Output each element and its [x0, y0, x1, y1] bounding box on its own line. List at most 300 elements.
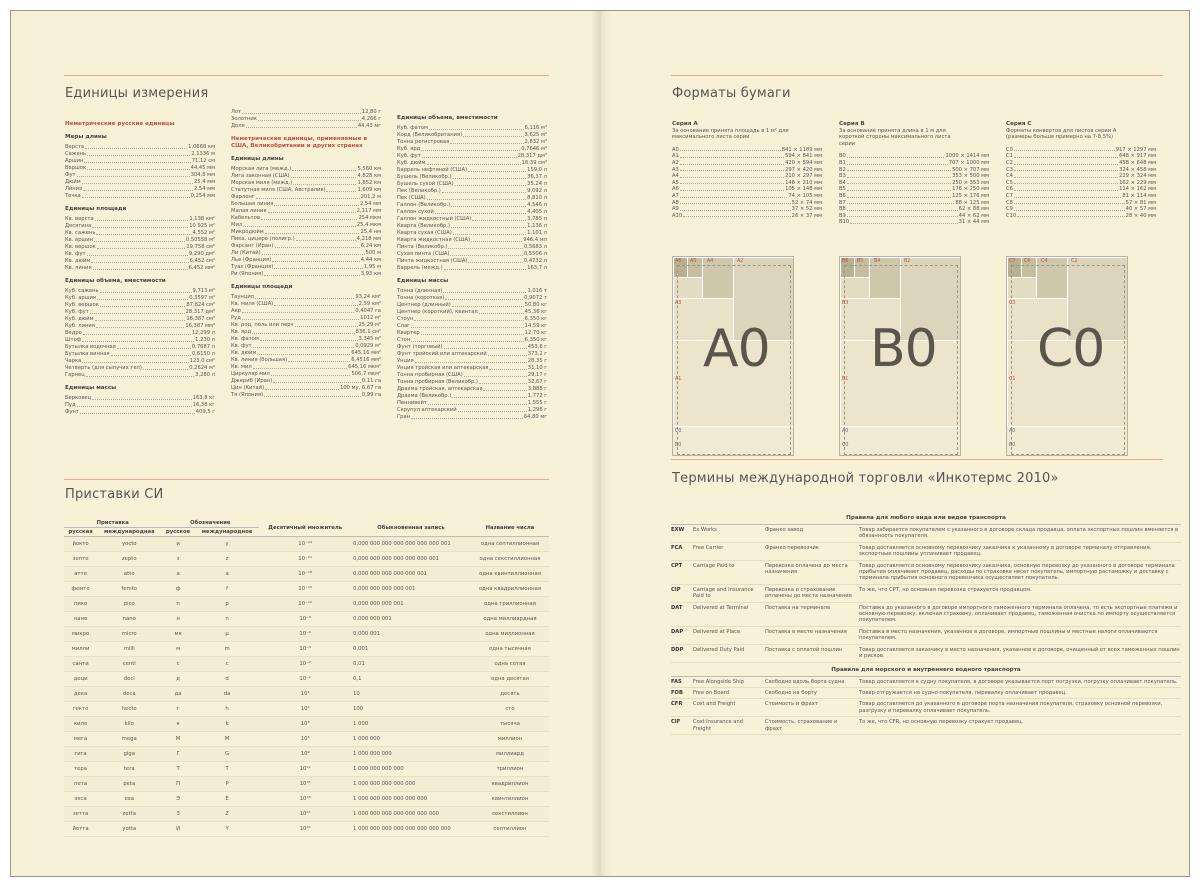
si-cell: 10⁻⁶: [259, 627, 351, 642]
unit-value: 28 × 40 мм: [1125, 212, 1156, 219]
si-cell: г: [161, 702, 194, 717]
unit-row: [65, 295, 215, 302]
si-cell: И: [161, 822, 194, 837]
unit-name: Баррель (межд.): [397, 264, 443, 271]
unit-name: Куб. аршин: [65, 294, 97, 301]
si-sub-international: международная: [97, 528, 161, 537]
leader-dots: [85, 144, 187, 149]
si-cell: миллион: [471, 732, 549, 747]
unit-row: [397, 379, 547, 386]
unit-name: Кварта сухая (США): [397, 229, 452, 236]
unit-row: [1006, 167, 1156, 174]
unit-value: 0,5506 л: [523, 250, 547, 257]
si-cell: одна миллионная: [471, 627, 549, 642]
inco-russian: Свободно на борту: [765, 689, 818, 696]
unit-value: 0,99 га: [361, 391, 381, 398]
unit-value: 25,4 нм: [360, 228, 381, 235]
leader-dots: [468, 258, 522, 263]
inco-english: Delivered at Terminal: [693, 604, 749, 611]
leader-dots: [295, 322, 358, 327]
unit-row: [1006, 160, 1156, 167]
unit-value: 28,317 дм³: [185, 308, 215, 315]
unit-name: Кв. аршин: [65, 236, 94, 243]
si-cell: y: [195, 537, 260, 552]
leader-dots: [442, 188, 526, 193]
si-cell: н: [161, 612, 194, 627]
leader-dots: [448, 244, 522, 249]
leader-dots: [82, 179, 193, 184]
unit-value: 40 × 57 мм: [1125, 206, 1156, 213]
unit-row: [397, 258, 547, 265]
left-page: [11, 11, 599, 876]
leader-dots: [847, 200, 955, 205]
unit-row: [672, 153, 822, 160]
si-cell: 10⁻²⁴: [259, 537, 351, 552]
unit-value: 64,80 мг: [523, 413, 547, 420]
leader-dots: [260, 336, 358, 341]
leader-dots: [1014, 167, 1118, 172]
leader-dots: [264, 392, 361, 397]
unit-row: [231, 201, 381, 208]
si-cell: 0,000 000 000 001: [351, 597, 471, 612]
leader-dots: [450, 251, 522, 256]
unit-value: 250 × 353 мм: [952, 179, 989, 186]
si-cell: одна тысячная: [471, 642, 549, 657]
section-heading: Единицы массы: [65, 384, 117, 391]
leader-dots: [1014, 160, 1118, 165]
format-label: B1: [842, 377, 849, 382]
si-cell: yocto: [97, 537, 161, 552]
unit-name: Джериб (Иран): [231, 377, 273, 384]
unit-value: 114 × 162 мм: [1119, 186, 1156, 193]
si-cell: 0,1: [351, 672, 471, 687]
unit-value: 409,5 г: [195, 408, 215, 415]
unit-row: [65, 158, 215, 165]
unit-value: 4,44 км: [360, 256, 381, 263]
si-cell: тера: [64, 762, 97, 777]
unit-value: 6,452 мм²: [188, 264, 215, 271]
unit-name: C7: [1006, 192, 1013, 199]
format-diagram: [672, 256, 794, 456]
si-cell: септиллион: [471, 822, 549, 837]
inco-row: [671, 603, 1181, 627]
unit-row: [397, 160, 547, 167]
unit-value: 176 × 250 мм: [952, 186, 989, 193]
unit-name: Сухая пинта (США): [397, 250, 450, 257]
format-big-label: A0: [703, 319, 770, 379]
si-cell: п: [161, 597, 194, 612]
unit-value: 1,101 л: [527, 229, 547, 236]
inco-group-heading: Правила для любого вида или видов транспорта: [671, 511, 1181, 525]
si-cell: m: [195, 642, 260, 657]
unit-row: [231, 308, 381, 315]
unit-name: Циркуляр мил: [231, 370, 270, 377]
section-heading: Единицы массы: [397, 277, 449, 284]
leader-dots: [847, 180, 951, 185]
si-row: [64, 552, 549, 567]
format-big-label: B0: [870, 319, 937, 379]
si-row: [64, 657, 549, 672]
si-row: [64, 747, 549, 762]
unit-row: [839, 173, 989, 180]
unit-value: 0,4047 га: [355, 307, 381, 314]
si-cell: 0,000 000 000 000 000 000 001: [351, 552, 471, 567]
unit-name: Фарсанг (Иран): [231, 242, 274, 249]
si-cell: одна миллиардная: [471, 612, 549, 627]
si-cell: 1 000 000 000 000 000 000 000: [351, 807, 471, 822]
leader-dots: [258, 116, 361, 121]
unit-value: 19,758 см²: [186, 243, 215, 250]
unit-row: [65, 258, 215, 265]
leader-dots: [435, 209, 526, 214]
leader-dots: [451, 223, 526, 228]
leader-dots: [421, 146, 520, 151]
leader-dots: [274, 264, 363, 269]
inco-row: [671, 688, 1181, 699]
units-column-3: [397, 109, 547, 421]
si-cell: 10¹⁵: [259, 777, 351, 792]
leader-dots: [77, 172, 190, 177]
unit-row: [397, 202, 547, 209]
si-sub-russian: русская: [64, 528, 97, 537]
unit-value: 4,552 м²: [192, 229, 215, 236]
unit-row: [397, 146, 547, 153]
leader-dots: [80, 409, 195, 414]
unit-name: Штоф: [65, 336, 82, 343]
unit-row: [231, 364, 381, 371]
section-heading: Меры длины: [65, 133, 107, 140]
leader-dots: [680, 160, 784, 165]
si-cell: 10⁻³: [259, 642, 351, 657]
unit-row: [839, 160, 989, 167]
unit-row: [65, 316, 215, 323]
inco-row: [671, 627, 1181, 645]
unit-row: [397, 230, 547, 237]
si-table-body: [64, 537, 549, 837]
si-cell: М: [161, 732, 194, 747]
leader-dots: [93, 265, 188, 270]
si-cell: 1 000 000 000 000: [351, 762, 471, 777]
si-cell: Г: [161, 747, 194, 762]
unit-name: A6: [672, 186, 679, 193]
unit-value: 3,280 л: [195, 371, 215, 378]
inco-code: CIF: [671, 719, 681, 726]
unit-name: Вершок: [65, 164, 87, 171]
unit-value: 1,852 км: [357, 179, 381, 186]
unit-value: 29,17 г: [527, 371, 547, 378]
leader-dots: [458, 407, 527, 412]
si-cell: 10¹: [259, 687, 351, 702]
unit-row: [397, 216, 547, 223]
si-cell: 0,000 000 000 000 000 001: [351, 567, 471, 582]
leader-dots: [82, 337, 194, 342]
section-heading: Единицы площади: [231, 283, 293, 290]
unit-row: [1006, 200, 1156, 207]
unit-row: [65, 409, 215, 416]
leader-dots: [1017, 213, 1124, 218]
unit-name: A8: [672, 199, 679, 206]
unit-row: [65, 144, 215, 151]
unit-value: 9,713 м³: [192, 287, 215, 294]
unit-value: 500 × 707 мм: [952, 166, 989, 173]
unit-row: [231, 357, 381, 364]
unit-value: 6,452 см²: [189, 257, 215, 264]
si-cell: одна десятая: [471, 672, 549, 687]
unit-name: Кв. миля (США): [231, 300, 274, 307]
unit-name: Куб. ярд: [397, 145, 421, 152]
inco-description: Поставка до указанного в договоре импортного таможенного терминала оплачена, то есть экспортные платежи и основную перевозку, включая страховку, оплачивает продавец, таможенная очистка по импорту осуществляется покупателем.: [859, 604, 1178, 624]
unit-value: 44,43 мг: [357, 123, 381, 129]
unit-row: [839, 206, 989, 213]
unit-name: Дюйм: [65, 178, 81, 185]
unit-name: Куб. сажень: [65, 287, 99, 294]
leader-dots: [680, 173, 784, 178]
si-row: [64, 777, 549, 792]
unit-value: 4,218 мм: [356, 235, 381, 242]
leader-dots: [680, 147, 781, 152]
leader-dots: [252, 329, 355, 334]
si-head-number-name: Название числа: [471, 519, 549, 537]
unit-row: [65, 337, 215, 344]
unit-row: [231, 264, 381, 271]
unit-row: [231, 215, 381, 222]
unit-row: [672, 147, 822, 154]
si-cell: одна секстиллионная: [471, 552, 549, 567]
si-cell: гекто: [64, 702, 97, 717]
leader-dots: [96, 323, 184, 328]
unit-value: 2,54 мм: [359, 200, 381, 207]
si-cell: zetta: [97, 807, 161, 822]
unit-name: Морская лига (межд.): [231, 165, 292, 172]
series-name: Серия С: [1006, 121, 1032, 127]
unit-name: Тонна пробирная (Великобр.): [397, 378, 478, 385]
si-cell: одна квинтиллионная: [471, 567, 549, 582]
series-description: За основание принята площадь в 1 м² для максимального листа серии: [672, 127, 789, 141]
paper-rule: [671, 75, 1163, 76]
leader-dots: [111, 351, 191, 356]
inco-rule: [671, 459, 1163, 460]
unit-value: 0,50558 м²: [185, 236, 215, 243]
unit-row: [231, 315, 381, 322]
unit-row: [65, 365, 215, 372]
unit-name: Гарнец: [65, 371, 85, 378]
unit-row: [1006, 193, 1156, 200]
format-label: B3: [842, 301, 849, 306]
unit-value: 353 × 500 мм: [952, 173, 989, 180]
leader-dots: [97, 295, 188, 300]
leader-dots: [429, 125, 524, 130]
si-cell: кило: [64, 717, 97, 732]
unit-name: Кв. верста: [65, 215, 94, 222]
unit-row: [397, 323, 547, 330]
unit-row: [397, 167, 547, 174]
leader-dots: [143, 365, 188, 370]
unit-row: [65, 372, 215, 379]
unit-row: [397, 139, 547, 146]
unit-value: 210 × 297 мм: [785, 173, 822, 180]
si-cell: k: [195, 717, 260, 732]
unit-name: Бутылка винная: [65, 350, 110, 357]
leader-dots: [489, 365, 526, 370]
inco-description: Товар отгружается на судно покупателя, перевалку оплачивает продавец.: [859, 689, 1067, 696]
unit-row: [397, 195, 547, 202]
unit-value: 16,387 мм³: [185, 322, 215, 329]
leader-dots: [488, 351, 527, 356]
si-cell: д: [161, 672, 194, 687]
si-cell: м: [161, 642, 194, 657]
inco-description: Товар доставляется заказчику в место назначения, указанное в договоре, очищенный от всех таможенных пошлин и рисков.: [859, 646, 1180, 660]
inco-row: [671, 561, 1181, 585]
leader-dots: [455, 181, 527, 186]
leader-dots: [847, 213, 958, 218]
si-row: [64, 537, 549, 552]
si-cell: μ: [195, 627, 260, 642]
unit-row: [672, 193, 822, 200]
unit-row: [65, 179, 215, 186]
unit-name: Цин (Китай): [231, 384, 265, 391]
leader-dots: [261, 215, 358, 220]
si-row: [64, 612, 549, 627]
unit-value: 645,16 мкм²: [348, 363, 381, 370]
unit-name: Пинта (Великобр.): [397, 243, 448, 250]
si-cell: deci: [97, 672, 161, 687]
leader-dots: [264, 271, 360, 276]
unit-row: [65, 244, 215, 251]
si-cell: micro: [97, 627, 161, 642]
si-cell: П: [161, 777, 194, 792]
unit-name: Тя (Япония): [231, 391, 264, 398]
si-cell: zepto: [97, 552, 161, 567]
si-cell: kilo: [97, 717, 161, 732]
unit-name: Драхма (Великобр.): [397, 392, 452, 399]
si-cell: з: [161, 552, 194, 567]
format-label: A5: [690, 259, 697, 264]
unit-name: Десятина: [65, 222, 92, 229]
leader-dots: [847, 173, 951, 178]
unit-name: C1: [1006, 153, 1013, 160]
si-cell: 10⁻⁹: [259, 612, 351, 627]
leader-dots: [83, 330, 191, 335]
unit-row: [65, 230, 215, 237]
unit-name: Тонна (короткая): [397, 294, 445, 301]
unit-value: 36,37 л: [527, 173, 547, 180]
unit-value: 9,092 л: [527, 187, 547, 194]
unit-row: [397, 400, 547, 407]
si-cell: Z: [195, 807, 260, 822]
leader-dots: [479, 309, 524, 314]
leader-dots: [847, 153, 945, 158]
unit-value: 841 × 1189 мм: [781, 146, 822, 153]
unit-value: 3,888 г: [527, 385, 547, 392]
unit-row: [839, 153, 989, 160]
unit-row: [231, 250, 381, 257]
unit-value: 87,824 см³: [186, 301, 215, 308]
unit-name: Лот: [231, 109, 242, 115]
leader-dots: [464, 372, 527, 377]
si-cell: yotta: [97, 822, 161, 837]
si-cell: milli: [97, 642, 161, 657]
unit-row: [397, 337, 547, 344]
format-label: C3: [1009, 301, 1016, 306]
leader-dots: [94, 237, 185, 242]
si-cell: да: [161, 687, 194, 702]
unit-value: 2,54 мм: [193, 185, 215, 192]
unit-row: [672, 180, 822, 187]
unit-name: C10: [1006, 212, 1017, 219]
unit-name: Берковец: [65, 394, 92, 401]
si-row: [64, 717, 549, 732]
top-rule: [64, 75, 549, 76]
unit-value: 2,59 км²: [358, 300, 381, 307]
unit-row: [231, 236, 381, 243]
si-cell: h: [195, 702, 260, 717]
leader-dots: [680, 193, 788, 198]
si-cell: санти: [64, 657, 97, 672]
incoterms-table: [671, 511, 1181, 735]
unit-name: A9: [672, 206, 679, 213]
inco-code: FAS: [671, 678, 682, 685]
leader-dots: [1014, 180, 1118, 185]
unit-name: Гран: [397, 413, 411, 420]
unit-value: 917 × 1297 мм: [1115, 146, 1156, 153]
leader-dots: [92, 395, 192, 400]
si-cell: 0,01: [351, 657, 471, 672]
si-cell: 10²: [259, 702, 351, 717]
format-label: B6: [842, 259, 849, 264]
unit-name: Кв. фут: [65, 250, 86, 257]
unit-row: [231, 322, 381, 329]
unit-row: [397, 316, 547, 323]
unit-row: [397, 132, 547, 139]
unit-name: Статутная миля (США, Австралия): [231, 186, 326, 193]
unit-row: [397, 188, 547, 195]
unit-value: 57 × 81 мм: [1125, 199, 1156, 206]
leader-dots: [86, 372, 194, 377]
inco-description: Товар доставляется основному перевозчику заказчика, основную перевозку до указанного в договоре терминала прибытия оплачивает продавец, расходы по страховке несет покупатель, импортную растаможку и доставку с терминала прибытия основного перевозчика осуществляет покупатель.: [859, 562, 1175, 582]
inco-description: Товар доставляется до указанного в договоре порта назначения покупателя, страховку основной перевозки, разгрузку и перевалку оплачивает покупатель.: [859, 701, 1163, 714]
format-label: C2: [1071, 259, 1078, 264]
unit-name: Ли (Китай): [231, 249, 261, 256]
format-label: A2: [737, 259, 744, 264]
unit-name: Куб. фатом: [397, 124, 428, 131]
leader-dots: [443, 288, 526, 293]
leader-dots: [847, 167, 951, 172]
inco-russian: Стоимость и фрахт: [765, 701, 818, 708]
unit-value: 3,345 м²: [358, 335, 381, 342]
si-cell: мк: [161, 627, 194, 642]
leader-dots: [472, 216, 526, 221]
inco-row: [671, 543, 1181, 561]
leader-dots: [274, 201, 359, 206]
si-cell: атто: [64, 567, 97, 582]
leader-dots: [293, 180, 356, 185]
leader-dots: [268, 208, 356, 213]
format-label: B2: [904, 259, 911, 264]
si-cell: пета: [64, 777, 97, 792]
si-cell: 10: [351, 687, 471, 702]
unit-row: [65, 344, 215, 351]
unit-name: Галлон (Великобр.): [397, 201, 451, 208]
unit-name: C5: [1006, 179, 1013, 186]
leader-dots: [1014, 206, 1125, 211]
unit-value: 159,0 л: [527, 166, 547, 173]
unit-row: [1006, 173, 1156, 180]
unit-name: Квартер: [397, 329, 420, 336]
leader-dots: [1014, 186, 1118, 191]
unit-value: 93,24 км²: [355, 293, 381, 300]
unit-row: [65, 323, 215, 330]
unit-name: A2: [672, 159, 679, 166]
